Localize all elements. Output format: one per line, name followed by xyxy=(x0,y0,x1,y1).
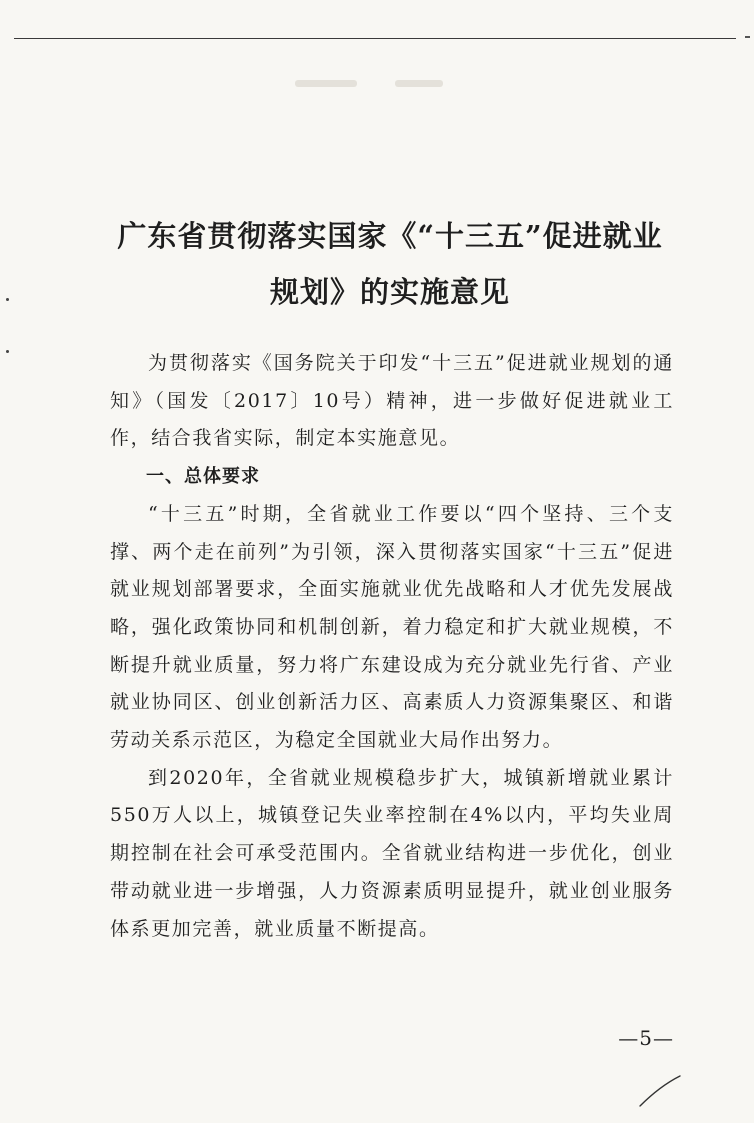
section-heading: 一、总体要求 xyxy=(146,466,260,488)
intro-paragraph: 为贯彻落实《国务院关于印发“十三五”促进就业规划的通知》（国发〔2017〕10号）精神，进一步做好促进就业工作，结合我省实际，制定本实施意见。 xyxy=(110,352,674,450)
page-number: —5— xyxy=(618,1026,674,1050)
binding-hole-mark-upper xyxy=(6,298,9,301)
document-title-line-1: 广东省贯彻落实国家《“十三五”促进就业 xyxy=(117,219,663,253)
header-rule-mark xyxy=(745,36,750,38)
document-title xyxy=(100,208,680,320)
binding-hole-mark-lower xyxy=(6,350,9,353)
pen-stroke-mark xyxy=(636,1070,684,1110)
faint-header-mark-left xyxy=(295,80,357,87)
document-body xyxy=(110,345,674,948)
faint-header-mark-right xyxy=(395,80,443,87)
body-paragraph: 到2020年，全省就业规模稳步扩大，城镇新增就业累计550万人以上，城镇登记失业率控制在4%以内，平均失业周期控制在社会可承受范围内。全省就业结构进一步优化，创业带动就业进一步增强，人力资源素质明显提升，就业创业服务体系更加完善，就业质量不断提高。 xyxy=(110,766,674,940)
header-rule xyxy=(14,38,736,39)
body-paragraph: “十三五”时期，全省就业工作要以“四个坚持、三个支撑、两个走在前列”为引领，深入贯彻落实国家“十三五”促进就业规划部署要求，全面实施就业优先战略和人才优先发展战略，强化政策协同和机制创新，着力稳定和扩大就业规模，不断提升就业质量，努力将广东建设成为充分就业先行省、产业就业协同区、创业创新活力区、高素质人力资源集聚区、和谐劳动关系示范区，为稳定全国就业大局作出努力。 xyxy=(110,502,674,752)
document-title-line-2: 规划》的实施意见 xyxy=(269,275,510,309)
